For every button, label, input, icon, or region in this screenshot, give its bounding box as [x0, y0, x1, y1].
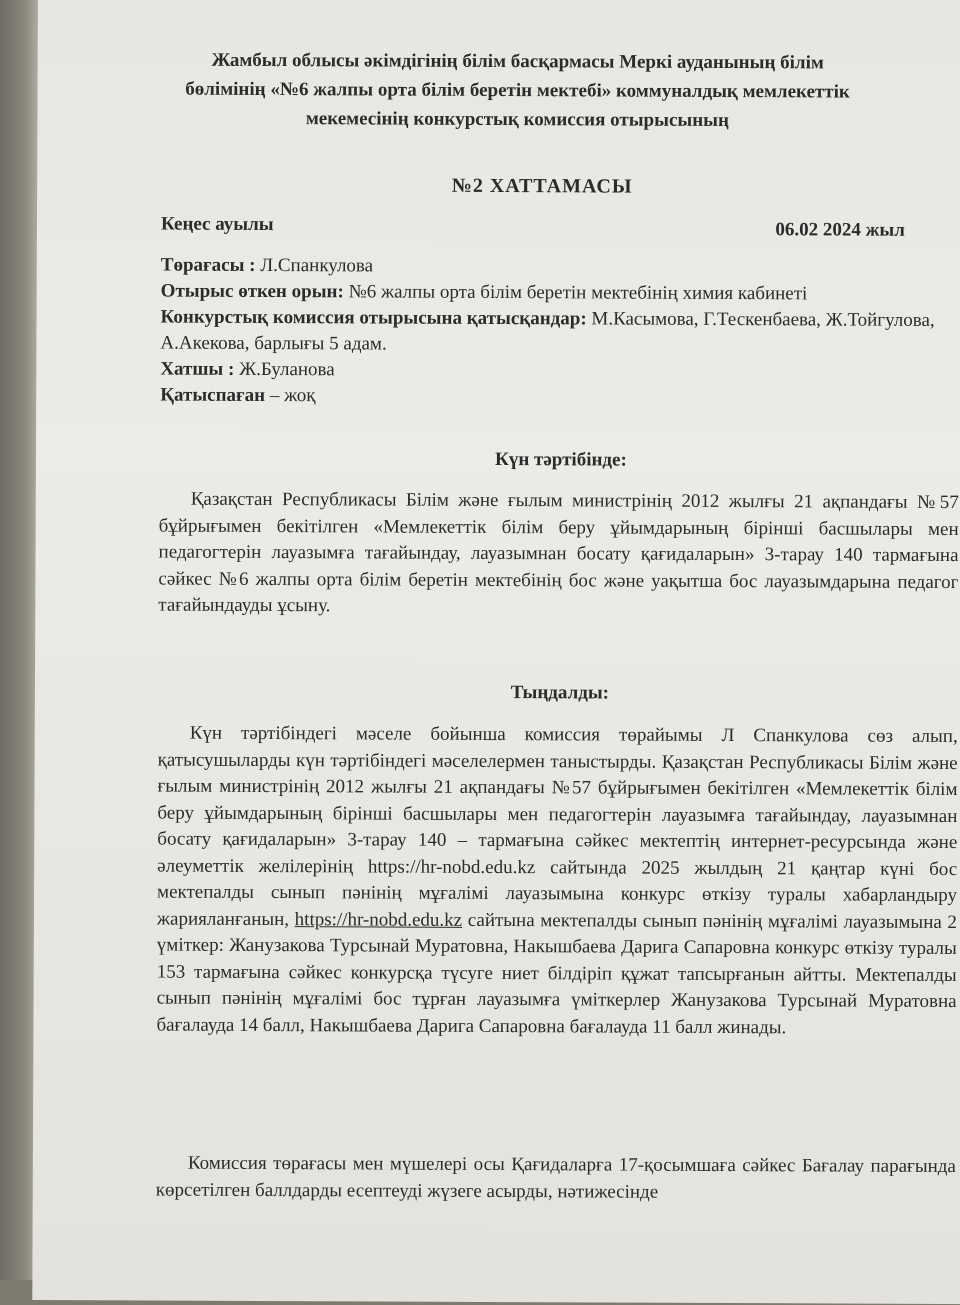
agenda-text: Қазақстан Республикасы Білім және ғылым министрінің 2012 жылғы 21 ақпандағы №57 бұйрығымен бекітілген «Мемлекеттік білім беру ұйымдарының бірінші басшылары мен педагогтерін лауазымға тағайындау, лауазымнан босату қағидаларын» 3-тарау 140 тармағына сәйкес №6 жалпы орта білім беретін мектебінің бос және уақытша бос лауазымдарына педагог тағайындауды ұсыну.	[158, 488, 959, 617]
secretary-line	[160, 357, 960, 386]
participants-value: М.Касымова, Г.Тескенбаева, Ж.Тойгулова, А.Акекова, барлығы 5 адам.	[160, 308, 935, 355]
heard-text	[156, 721, 957, 1042]
chair-line	[161, 253, 960, 282]
location-line	[161, 279, 960, 308]
document-header	[127, 45, 907, 135]
agenda-title: Күн тәртібінде:	[495, 448, 627, 471]
meeting-place: Кеңес ауылы	[160, 213, 274, 236]
heard-title: Тыңдалды:	[510, 682, 610, 704]
location-value: №6 жалпы орта білім беретін мектебінің химия кабинеті	[343, 281, 808, 305]
header-line-3: мекемесінің конкурстық комиссия отырысының	[305, 108, 730, 132]
secretary-label: Хатшы :	[160, 358, 235, 380]
hr-nobd-link[interactable]: https://hr-nobd.edu.kz	[294, 908, 463, 931]
document-title: №2 ХАТТАМАСЫ	[451, 174, 633, 198]
participants-line	[160, 305, 960, 360]
location-label: Отырыс өткен орын:	[160, 280, 344, 303]
absent-label: Қатыспаған	[160, 384, 266, 406]
chair-label: Төрағасы :	[160, 254, 256, 276]
heard-text-part-2: сайтына мектепалды сынып пәнінің мұғалімі лауазымына 2 үміткер: Жанузакова Турсынай Муратовна, Накышбаева Дарига Сапаровна конкурс өткізу туралы 153 тармағына сәйкес конкурсқа түсуге ниет білдіріп құжат тапсырғанын айтты. Мектепалды сынып пәнінің мұғалімі бос тұрған лауазымға үміткерлер Жанузакова Турсынай Муратовна бағалауда 14 балл, Накышбаева Дарига Сапаровна бағалауда 11 балл жинады.	[156, 909, 957, 1038]
header-line-2: бөлімінің «№6 жалпы орта білім беретін мектебі» коммуналдық мемлекеттік	[185, 78, 850, 103]
chair-value: Л.Спанкулова	[255, 254, 374, 277]
secretary-value: Ж.Буланова	[234, 358, 335, 381]
heard-text-part-1: Күн тәртібіндегі мәселе бойынша комиссия төрайымы Л Спанкулова сөз алып, қатысушыларды күн тәртібіндегі мәселелермен таныстырды. Қазақстан Республикасы Білім және ғылым министрінің 2012 жылғы 21 ақпандағы №57 бұйрығымен бекітілген «Мемлекеттік білім беру ұйымдарының бірінші басшылары мен педагогтерін лауазымға тағайындау, лауазымнан босату қағидаларын» 3-тарау 140 – тармағына сәйкес мектептің интернет-ресурсында және әлеуметтік желілерінің https://hr-nobd.edu.kz сайтында 2025 жылдың 21 қаңтар күні бос мектепалды сынып пәнінің мұғалімі лауазымына конкурс өткізу туралы хабарландыру жарияланғанын,	[156, 722, 958, 930]
document-page	[32, 0, 960, 1304]
meeting-date: 06.02 2024 жыл	[775, 219, 906, 241]
absent-line	[160, 383, 960, 412]
absent-value: – жоқ	[265, 384, 316, 407]
header-line-1: Жамбыл облысы әкімдігінің білім басқармасы Меркі ауданының білім	[211, 49, 824, 74]
participants-label: Конкурстық комиссия отырысына қатысқандар:	[160, 306, 587, 330]
final-text: Комиссия төрағасы мен мүшелері осы Қағидаларға 17-қосымшаға сәйкес Бағалау парағында көрсетілген баллдарды есептеуді жүзеге асырды, нәтижесінде	[155, 1152, 956, 1203]
meeting-info	[160, 253, 960, 412]
